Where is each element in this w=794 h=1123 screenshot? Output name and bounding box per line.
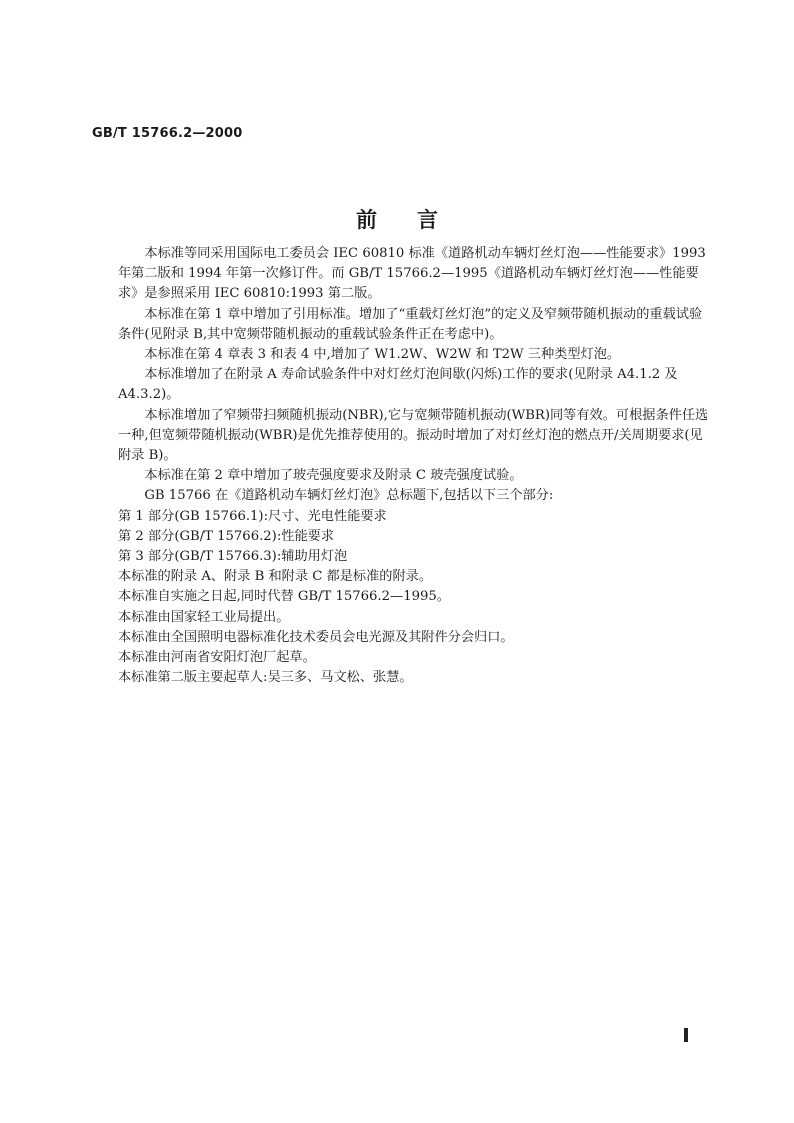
- closing-line-6: 本标准第二版主要起草人:吴三多、马文松、张慧。: [118, 670, 413, 686]
- paragraph-3: 本标准在第 4 章表 3 和表 4 中,增加了 W1.2W、W2W 和 T2W 三种类型灯泡。: [144, 347, 621, 363]
- section-title: 前言: [356, 207, 478, 232]
- closing-line-5: 本标准由河南省安阳灯泡厂起草。: [118, 650, 316, 666]
- page-number-mark: [684, 1028, 688, 1042]
- closing-line-2: 本标准自实施之日起,同时代替 GB/T 15766.2—1995。: [118, 589, 450, 605]
- closing-line-4: 本标准由全国照明电器标准化技术委员会电光源及其附件分会归口。: [118, 629, 514, 645]
- paragraph-4: 本标准增加了在附录 A 寿命试验条件中对灯丝灯泡间歇(闪烁)工作的要求(见附录 A4.1.2 及 A4.3.2)。: [118, 367, 678, 403]
- foreword-body: [118, 244, 710, 688]
- paragraph-1: 本标准等同采用国际电工委员会 IEC 60810 标准《道路机动车辆灯丝灯泡——性能要求》1993 年第二版和 1994 年第一次修订件。而 GB/T 15766.2—1995《道路机动车辆灯丝灯泡——性能要求》是参照采用 IEC 60810:1993 第二版。: [118, 246, 706, 302]
- part-1-item: 第 1 部分(GB 15766.1):尺寸、光电性能要求: [118, 508, 387, 524]
- paragraph-6: 本标准在第 2 章中增加了玻壳强度要求及附录 C 玻壳强度试验。: [144, 468, 523, 484]
- document-code: GB/T 15766.2—2000: [92, 126, 243, 141]
- paragraph-7: GB 15766 在《道路机动车辆灯丝灯泡》总标题下,包括以下三个部分:: [144, 488, 554, 504]
- part-3-item: 第 3 部分(GB/T 15766.3):辅助用灯泡: [118, 549, 348, 565]
- paragraph-2: 本标准在第 1 章中增加了引用标准。增加了“重载灯丝灯泡”的定义及窄频带随机振动的重载试验条件(见附录 B,其中宽频带随机振动的重载试验条件正在考虑中)。: [118, 306, 703, 342]
- paragraph-5: 本标准增加了窄频带扫频随机振动(NBR),它与宽频带随机振动(WBR)同等有效。可根据条件任选一种,但宽频带随机振动(WBR)是优先推荐使用的。振动时增加了对灯丝灯泡的燃点开/关周期要求(见附录 B)。: [118, 407, 709, 464]
- closing-line-1: 本标准的附录 A、附录 B 和附录 C 都是标准的附录。: [118, 569, 433, 585]
- part-2-item: 第 2 部分(GB/T 15766.2):性能要求: [118, 528, 335, 544]
- closing-line-3: 本标准由国家轻工业局提出。: [118, 609, 290, 625]
